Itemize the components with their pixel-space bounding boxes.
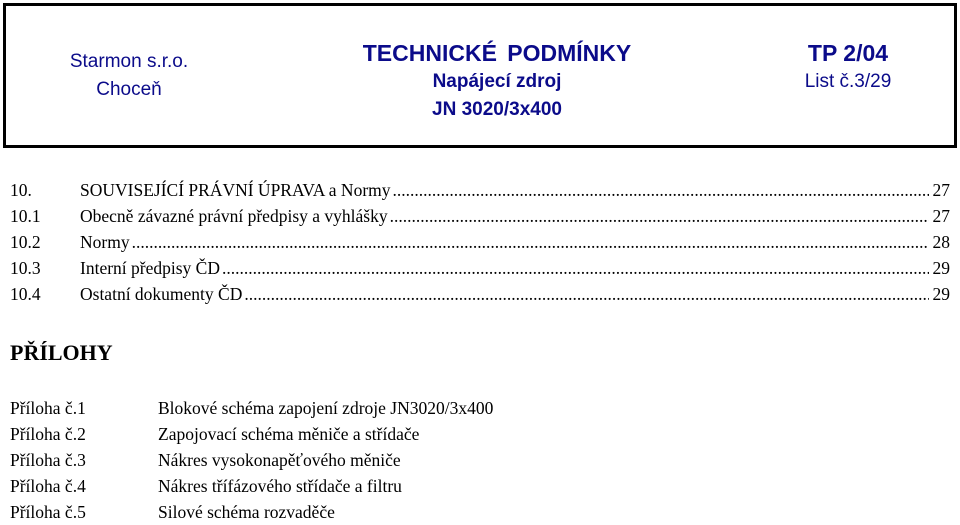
appendix-description: Nákres vysokonapěťového měniče [158,450,401,470]
toc-leader [132,229,929,255]
toc-page: 28 [932,232,950,252]
document-code: TP 2/04 [807,40,889,66]
appendix-label: Příloha č.1 [10,398,86,418]
toc-title: Interní předpisy ČD [80,258,220,278]
appendix-label: Příloha č.3 [10,450,86,470]
toc-page: 29 [932,258,950,278]
toc-leader [244,281,928,307]
toc-leader [393,177,929,203]
appendix-list [10,395,950,525]
product-model: JN 3020/3x400 [432,99,562,120]
toc-number: 10. [10,180,32,200]
toc-leader [222,255,929,281]
appendix-description: Blokové schéma zapojení zdroje JN3020/3x400 [158,398,494,418]
toc-number: 10.3 [10,258,41,278]
document-type: TECHNICKÉ PODMÍNKY [362,40,632,66]
toc-title: Obecně závazné právní předpisy a vyhlášky [80,206,388,226]
table-of-contents [10,177,950,307]
appendix-description: Silové schéma rozvaděče [158,502,335,522]
page-header [3,3,957,148]
toc-leader [390,203,929,229]
toc-entry[interactable] [10,229,950,255]
toc-title: SOUVISEJÍCÍ PRÁVNÍ ÚPRAVA a Normy [80,180,391,200]
appendix-item [10,499,950,525]
sheet-number: List č.3/29 [804,71,892,92]
toc-entry[interactable] [10,255,950,281]
toc-title: Normy [80,232,130,252]
appendices-heading: PŘÍLOHY [10,340,113,365]
toc-entry[interactable] [10,281,950,307]
toc-number: 10.1 [10,206,41,226]
toc-entry[interactable] [10,177,950,203]
appendix-item [10,421,950,447]
toc-title: Ostatní dokumenty ČD [80,284,243,304]
toc-number: 10.2 [10,232,41,252]
appendix-item [10,473,950,499]
header-title-block [252,6,742,145]
appendix-label: Příloha č.4 [10,476,86,496]
appendix-label: Příloha č.5 [10,502,86,522]
toc-entry[interactable] [10,203,950,229]
toc-page: 27 [932,180,950,200]
header-code-block [742,6,954,145]
company-name: Starmon s.r.o. [69,51,189,72]
company-city: Choceň [96,79,162,100]
appendix-label: Příloha č.2 [10,424,86,444]
appendix-description: Nákres třífázového střídače a filtru [158,476,402,496]
product-name: Napájecí zdroj [432,71,562,92]
toc-page: 29 [932,284,950,304]
appendix-item [10,395,950,421]
header-company-block [6,6,252,145]
appendix-item [10,447,950,473]
toc-number: 10.4 [10,284,41,304]
toc-page: 27 [932,206,950,226]
appendix-description: Zapojovací schéma měniče a střídače [158,424,420,444]
